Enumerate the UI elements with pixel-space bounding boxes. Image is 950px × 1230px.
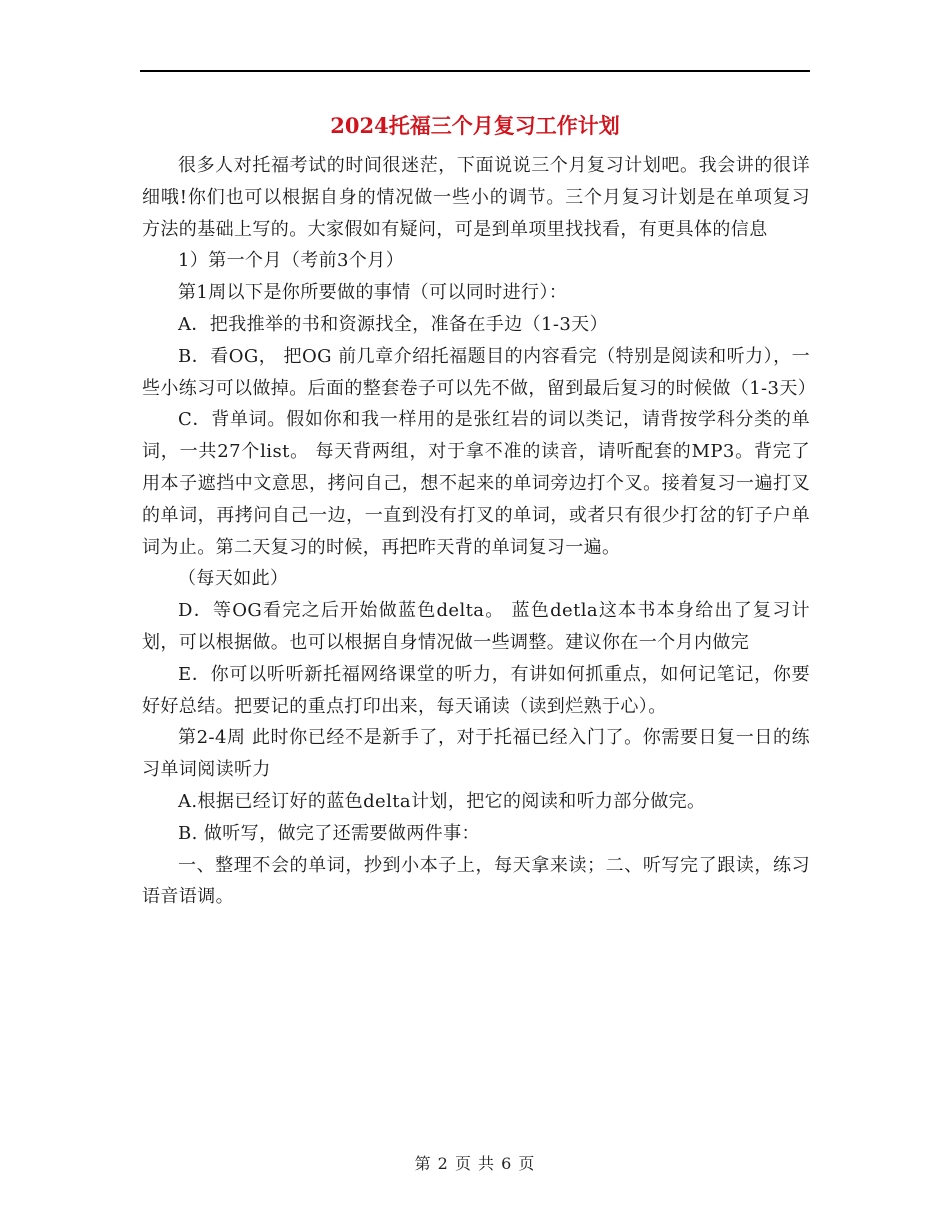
- paragraph-month-one: 1）第一个月（考前3个月）: [178, 250, 405, 272]
- page-number: 第 2 页 共 6 页: [414, 1154, 536, 1173]
- paragraph-intro: 很多人对托福考试的时间很迷茫，下面说说三个月复习计划吧。我会讲的很详细哦!你们也可以根据自身的情况做一些小的调节。三个月复习计划是在单项复习方法的基础上写的。大家假如有疑问，可是到单项里找找看，有更具体的信息: [142, 155, 810, 240]
- paragraph-sub-b: B. 做听写，做完了还需要做两件事：: [178, 822, 480, 844]
- document-title: 2024托福三个月复习工作计划: [330, 113, 620, 138]
- paragraph-daily-note: （每天如此）: [178, 568, 289, 590]
- paragraph-item-d: D．等OG看完之后开始做蓝色delta。 蓝色detla这本书本身给出了复习计划，可以根据做。也可以根据自身情况做一些调整。建议你在一个月内做完: [142, 600, 810, 653]
- paragraph-item-a: A．把我推举的书和资源找全，准备在手边（1-3天）: [178, 313, 608, 335]
- paragraph-sub-b-detail: 一、整理不会的单词，抄到小本子上，每天拿来读；二、听写完了跟读，练习语音语调。: [142, 854, 810, 908]
- paragraph-weeks-two-four: 第2-4周 此时你已经不是新手了，对于托福已经入门了。你需要日复一日的练习单词阅读听力: [142, 727, 810, 781]
- document-body: [142, 150, 817, 913]
- paragraph-week-one: 第1周以下是你所要做的事情（可以同时进行）：: [178, 282, 568, 304]
- paragraph-item-c: C．背单词。假如你和我一样用的是张红岩的词以类记，请背按学科分类的单词，一共27个list。 每天背两组，对于拿不准的读音，请听配套的MP3。背完了用本子遮挡中文意思，拷问自己，想不起来的单词旁边打个叉。接着复习一遍打叉的单词，再拷问自己一边，一直到没有打叉的单词，或者只有很少打岔的钉子户单词为止。第二天复习的时候，再把昨天背的单词复习一遍。: [142, 409, 810, 558]
- paragraph-item-b: B．看OG， 把OG 前几章介绍托福题目的内容看完（特别是阅读和听力），一些小练习可以做掉。后面的整套卷子可以先不做，留到最后复习的时候做（1-3天）: [142, 345, 817, 399]
- paragraph-item-e: E．你可以听听新托福网络课堂的听力，有讲如何抓重点，如何记笔记，你要好好总结。把要记的重点打印出来，每天诵读（读到烂熟于心）。: [142, 663, 810, 717]
- header-rule: [140, 70, 810, 72]
- paragraph-sub-a: A.根据已经订好的蓝色delta计划，把它的阅读和听力部分做完。: [178, 790, 706, 812]
